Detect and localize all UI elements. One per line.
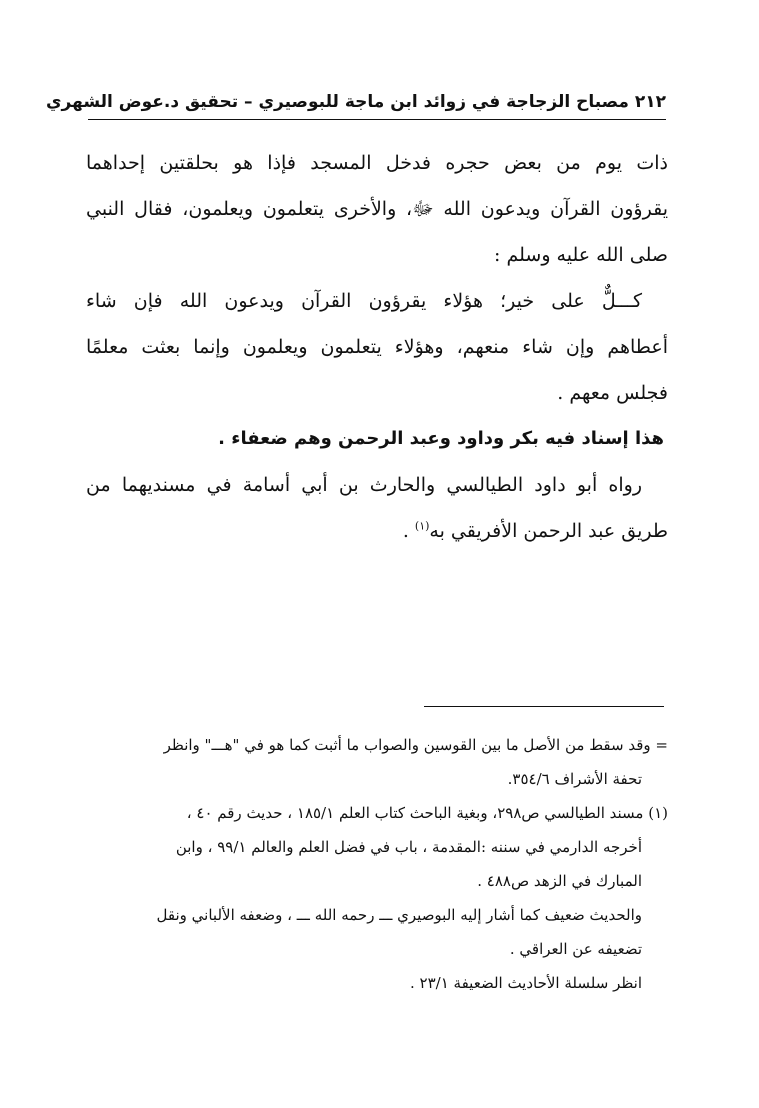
- footnotes: [78, 728, 668, 1000]
- footnote-reference: (١): [414, 519, 430, 533]
- body-line-2: يقرؤون القرآن ويدعون الله ﷻ، والأخرى يتعلمون ويعلمون، فقال النبي: [86, 198, 668, 220]
- header-divider: [88, 119, 666, 120]
- running-header: ٢١٢ مصباح الزجاجة في زوائد ابن ماجة للبوصيري – تحقيق د.عوض الشهري: [45, 92, 666, 112]
- footnote-continued-2: تحفة الأشراف ٣٥٤/٦.: [507, 770, 642, 788]
- footnote-1-line-2: أخرجه الدارمي في سننه :المقدمة ، باب في فضل العلم والعالم ٩٩/١ ، وابن: [175, 838, 642, 856]
- footnote-1-line-1: (١) مسند الطيالسي ص٢٩٨، وبغية الباحث كتاب العلم ١٨٥/١ ، حديث رقم ٤٠ ،: [186, 804, 668, 822]
- body-line-1: ذات يوم من بعض حجره فدخل المسجد فإذا هو بحلقتين إحداهما: [86, 152, 668, 174]
- body-line-6: فجلس معهم .: [557, 382, 668, 404]
- isnad-judgment: هذا إسناد فيه بكر وداود وعبد الرحمن وهم ضعفاء .: [218, 428, 664, 449]
- footnote-divider: [424, 706, 664, 707]
- source-line-2: [86, 508, 668, 554]
- source-line-2-end: .: [402, 520, 415, 542]
- body-line-5: أعطاهم وإن شاء منعهم، وهؤلاء يتعلمون ويعلمون وإنما بعثت معلمًا: [86, 336, 668, 358]
- body-line-3: صلى الله عليه وسلم :: [494, 244, 668, 266]
- body-line-4: كـــلٌّ على خير؛ هؤلاء يقرؤون القرآن ويدعون الله فإن شاء: [86, 290, 642, 312]
- footnote-1-line-5: تضعيفه عن العراقي .: [509, 940, 642, 958]
- main-text: [86, 140, 668, 554]
- footnote-1-line-6: انظر سلسلة الأحاديث الضعيفة ٢٣/١ .: [410, 974, 642, 992]
- footnote-1-line-3: المبارك في الزهد ص٤٨٨ .: [477, 872, 642, 890]
- footnote-continued: = وقد سقط من الأصل ما بين القوسين والصواب ما أثبت كما هو في "هـــ" وانظر: [163, 736, 668, 754]
- source-line-2-text: طريق عبد الرحمن الأفريقي به: [429, 520, 668, 542]
- footnote-1-line-4: والحديث ضعيف كما أشار إليه البوصيري ـــ رحمه الله ـــ ، وضعفه الألباني ونقل: [156, 906, 642, 924]
- source-line-1: رواه أبو داود الطيالسي والحارث بن أبي أسامة في مسنديهما من: [86, 474, 642, 496]
